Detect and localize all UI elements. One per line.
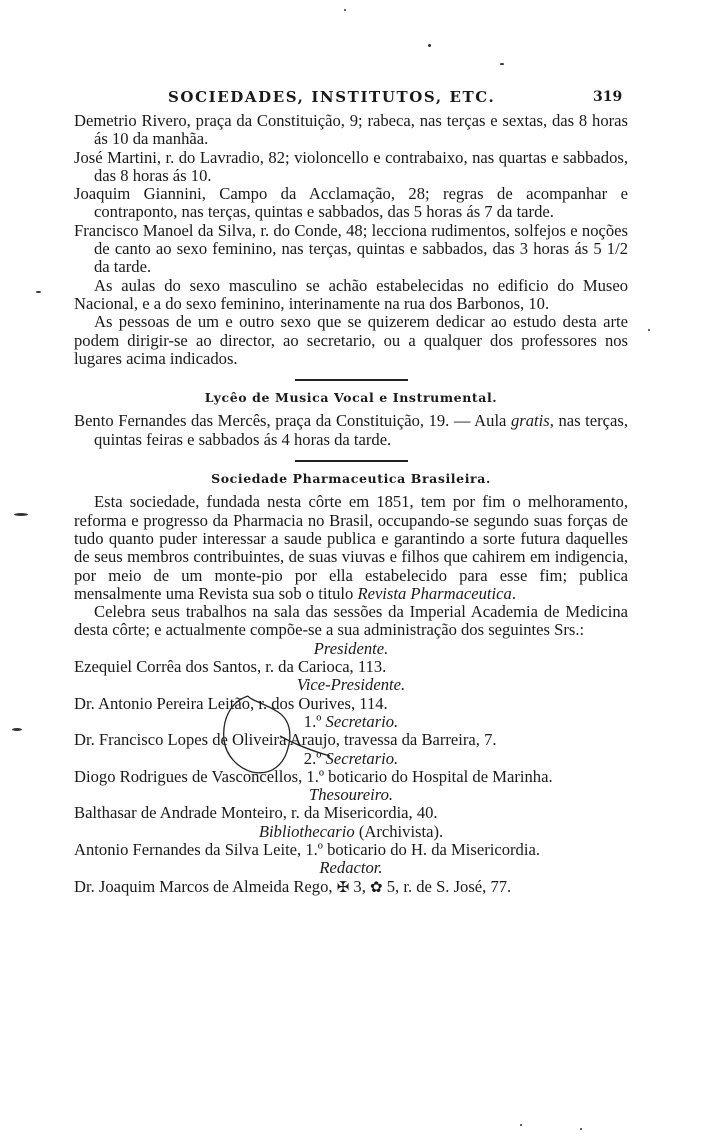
section-heading-lyceo: Lycêo de Musica Vocal e Instrumental. [204, 390, 498, 406]
handwritten-loop-mark [180, 690, 420, 790]
officer-role: Presidente. [313, 638, 389, 658]
sociedade-sessions: Celebra seus trabalhos na sala das sessões da Imperial Academia de Medicina desta côrte; e actualmente compõe-se a sua administração dos seguintes Srs.: [74, 602, 628, 640]
officer-role: Redactor. [319, 858, 383, 878]
ink-speck [12, 728, 22, 731]
ink-speck [520, 1124, 522, 1126]
redactor-name: Dr. Joaquim Marcos de Almeida Rego, ✠ 3, ✿ 5, r. de S. José, 77. [74, 876, 512, 896]
ink-speck [428, 44, 431, 47]
sociedade-intro-italic: Revista Pharmaceutica [357, 583, 512, 603]
section-heading-sociedade: Sociedade Pharmaceutica Brasileira. [211, 471, 491, 487]
sociedade-intro-end: . [511, 583, 516, 603]
ink-speck [36, 291, 41, 293]
lyceo-entry-italic: gratis [511, 411, 550, 431]
paragraph-pessoas: As pessoas de um e outro sexo que se quizerem dedicar ao estudo desta arte podem dirigir-se ao director, ao secretario, ou a qualquer dos professores nos lugares acima indicados. [74, 312, 628, 368]
rose-order-icon: ✿ [370, 879, 383, 896]
officer-name: Balthasar de Andrade Monteiro, r. da Misericordia, 40. [74, 803, 438, 823]
page-number: 319 [593, 89, 623, 105]
page-header [0, 88, 704, 112]
lyceo-entry-rest: , nas terças, quintas feiras e sabbados ás 4 horas da tarde. [94, 411, 628, 449]
section-divider [295, 460, 408, 462]
ink-speck [500, 63, 504, 65]
ink-speck [580, 1128, 582, 1130]
ink-speck [344, 9, 346, 11]
officer-role: Vice-Presidente. [296, 675, 406, 695]
section-divider [295, 379, 408, 381]
officer-role: 1.º Secretario. [303, 711, 399, 731]
running-title: SOCIEDADES, INSTITUTOS, ETC. [168, 88, 496, 106]
officer-name: Diogo Rodrigues de Vasconcellos, 1.º boticario do Hospital de Marinha. [74, 766, 553, 786]
paragraph-aulas: As aulas do sexo masculino se achão estabelecidas no edificio do Museo Nacional, e a do sexo feminino, interinamente na rua dos Barbonos, 10. [74, 275, 628, 313]
ink-speck [14, 513, 28, 516]
sociedade-intro-text: Esta sociedade, fundada nesta côrte em 1851, tem por fim o melhoramento, reforma e progresso da Pharmacia no Brasil, occupando-se segundo suas forças de tudo quanto puder interessar a saude publica e garantindo a sorte futura daquelles de seus membros contribuintes, de suas viuvas e filhos que cahirem em indigencia, por meio de um monte-pio por ella estabelecido para esse fim; publica mensalmente uma Revista sua sob o titulo [74, 492, 628, 603]
officer-role: Bibliothecario (Archivista). [258, 821, 444, 841]
teacher-entry: Francisco Manoel da Silva, r. do Conde, 48; lecciona rudimentos, solfejos e noções de canto ao sexo feminino, nas terças, quintas e sabbados, das 3 horas ás 5 1/2 da tarde. [74, 220, 628, 277]
officer-name: Ezequiel Corrêa dos Santos, r. da Carioca, 113. [74, 657, 387, 677]
officer-name: Dr. Antonio Pereira Leitão, r. dos Ourives, 114. [74, 693, 388, 713]
officer-role: 2.º Secretario. [303, 748, 399, 768]
teacher-entry: Joaquim Giannini, Campo da Acclamação, 28; regras de acompanhar e contraponto, nas terças, quintas e sabbados, das 5 horas ás 7 da tarde. [74, 184, 628, 222]
teacher-entry: Demetrio Rivero, praça da Constituição, 9; rabeca, nas terças e sextas, das 8 horas ás 10 da manhãa. [74, 111, 628, 149]
ink-speck [648, 329, 650, 331]
sociedade-intro [74, 493, 628, 603]
cross-of-order-icon: ✠ [336, 879, 350, 896]
lyceo-entry [74, 412, 628, 449]
officer-name: Dr. Francisco Lopes de Oliveira Araujo, travessa da Barreira, 7. [74, 730, 497, 750]
teacher-entry: José Martini, r. do Lavradio, 82; violoncello e contrabaixo, nas quartas e sabbados, das 8 horas ás 10. [74, 147, 628, 185]
lyceo-entry-main: Bento Fernandes das Mercês, praça da Constituição, 19. — Aula [74, 411, 511, 431]
officer-role: Thesoureiro. [308, 785, 394, 805]
officer-name: Antonio Fernandes da Silva Leite, 1.º boticario do H. da Misericordia. [74, 839, 540, 859]
